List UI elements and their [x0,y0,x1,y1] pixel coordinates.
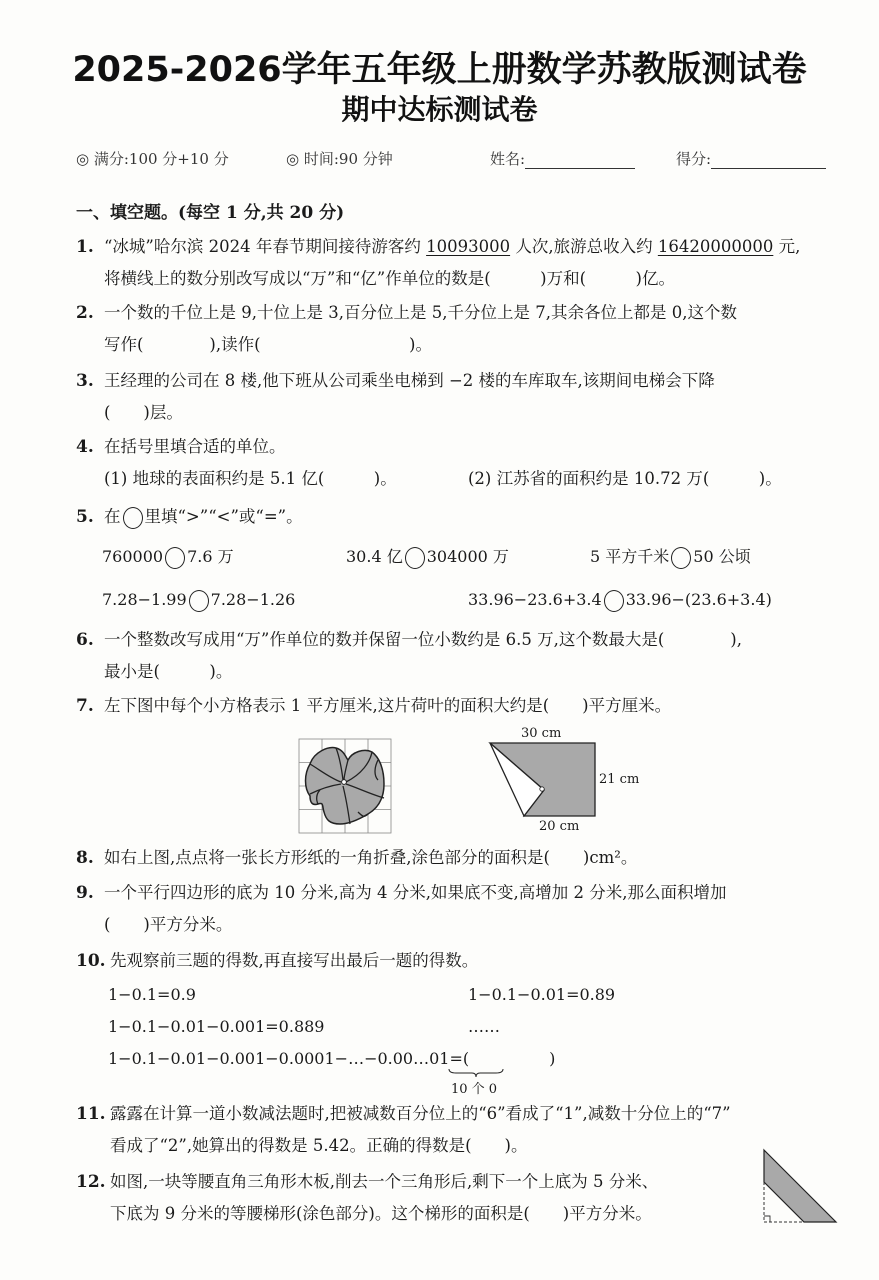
q5-e3-left: 5 平方千米 [590,547,670,566]
q5-e2-left: 30.4 亿 [346,547,403,566]
q4-number: 4. [76,437,94,457]
q5-compare-4[interactable] [102,589,295,612]
compare-circle-1[interactable] [165,547,185,569]
fold-top-label: 30 cm [521,726,562,741]
q9-number: 9. [76,883,94,903]
q10-e5-braced: 00…0 [392,1049,440,1068]
fold-bottom-label: 20 cm [539,819,580,834]
q1-number: 1. [76,237,94,257]
section-title: 一、填空题。(每空 1 分,共 20 分) [76,203,345,223]
q10-e5-a: 1−0.1−0.01−0.001−0.0001−…−0. [108,1049,393,1068]
compare-circle-4[interactable] [189,590,209,612]
compare-circle-icon [123,507,143,529]
exam-subtitle: 期中达标测试卷 [341,93,538,126]
compare-circle-2[interactable] [405,547,425,569]
q9-line2[interactable]: ( )平方分米。 [104,915,233,934]
brace-icon [448,1068,504,1078]
q4-line1: 在括号里填合适的单位。 [104,437,286,456]
q10-expr-5[interactable] [108,1048,555,1070]
q5-e4-right: 7.28−1.26 [210,590,296,609]
q5-e5-right: 33.96−(23.6+3.4) [625,590,772,609]
q11-number: 11. [76,1104,106,1124]
q5-line1 [104,506,303,529]
q5-e1-right: 7.6 万 [187,547,234,566]
q3-number: 3. [76,371,94,391]
q7-number: 7. [76,696,94,716]
score-field[interactable] [676,148,826,169]
q1-text-b: 人次,旅游总收入约 [510,237,658,256]
q10-line1: 先观察前三题的得数,再直接写出最后一题的得数。 [110,951,479,970]
q5-number: 5. [76,507,94,527]
q1-text-a: “冰城”哈尔滨 2024 年春节期间接待游客约 [104,237,427,256]
q10-expr-2: 1−0.1−0.01=0.89 [468,985,616,1004]
q5-compare-1[interactable] [102,546,234,569]
q3-line1: 王经理的公司在 8 楼,他下班从公司乘坐电梯到 −2 楼的车库取车,该期间电梯会下降 [104,371,715,390]
q5-compare-5[interactable] [468,589,772,612]
q8-line1[interactable]: 如右上图,点点将一张长方形纸的一角折叠,涂色部分的面积是( )cm²。 [104,848,638,867]
q12-line2[interactable]: 下底为 9 分米的等腰梯形(涂色部分)。这个梯形的面积是( )平方分米。 [110,1204,652,1223]
q1-underlined-number-2: 16420000000 [657,237,774,256]
q5-compare-2[interactable] [346,546,509,569]
q10-number: 10. [76,951,106,971]
q12-number: 12. [76,1172,106,1192]
q1-underlined-number-1: 10093000 [426,237,511,256]
q4-part1[interactable]: (1) 地球的表面积约是 5.1 亿( )。 [104,469,397,488]
name-blank[interactable] [525,152,635,169]
q10-e5-answer[interactable]: 1=( ) [439,1049,556,1068]
brace-label: 10 个 0 [451,1082,498,1097]
score-blank[interactable] [711,152,826,169]
q10-expr-3: 1−0.1−0.01−0.001=0.889 [108,1017,325,1036]
q5-e2-right: 304000 万 [426,547,509,566]
q1-line2[interactable]: 将横线上的数分别改写成以“万”和“亿”作单位的数是( )万和( )亿。 [104,269,675,288]
q6-line1[interactable]: 一个整数改写成用“万”作单位的数并保留一位小数约是 6.5 万,这个数最大是( ), [104,630,742,649]
compare-circle-5[interactable] [604,590,624,612]
q5-e5-left: 33.96−23.6+3.4 [468,590,602,609]
q8-number: 8. [76,848,94,868]
q11-line1: 露露在计算一道小数减法题时,把被减数百分位上的“6”看成了“1”,减数十分位上的“7” [110,1104,731,1123]
name-label: 姓名: [490,150,526,168]
compare-circle-3[interactable] [671,547,691,569]
q1-text-c: 元, [773,237,801,256]
q5-e3-right: 50 公顷 [693,547,751,566]
q11-line2[interactable]: 看成了“2”,她算出的得数是 5.42。正确的得数是( )。 [110,1136,528,1155]
q4-part2[interactable]: (2) 江苏省的面积约是 10.72 万( )。 [468,469,782,488]
q10-expr-4: …… [468,1017,500,1036]
q5-e1-left: 760000 [102,547,164,566]
exam-title: 2025-2026学年五年级上册数学苏教版测试卷 [72,50,807,90]
q2-line2[interactable]: 写作( ),读作( )。 [104,335,432,354]
lotus-leaf-grid-figure [298,738,392,836]
q9-line1: 一个平行四边形的底为 10 分米,高为 4 分米,如果底不变,高增加 2 分米,那么面积增加 [104,883,727,902]
q6-number: 6. [76,630,94,650]
name-field[interactable] [490,148,635,169]
q1-line1 [104,236,800,258]
isosceles-trapezoid-triangle-figure [758,1144,842,1230]
q2-number: 2. [76,303,94,323]
q5-e4-left: 7.28−1.99 [102,590,187,609]
full-score: ◎ 满分:100 分+10 分 [76,150,229,168]
q12-line1: 如图,一块等腰直角三角形木板,削去一个三角形后,剩下一个上底为 5 分米、 [110,1172,659,1191]
q5-compare-3[interactable] [590,546,751,569]
q5-text-b: 里填“>”“<”或“=”。 [144,507,303,526]
q3-line2[interactable]: ( )层。 [104,403,183,422]
score-label: 得分: [676,150,712,168]
q10-expr-1: 1−0.1=0.9 [108,985,196,1004]
q6-line2[interactable]: 最小是( )。 [104,662,233,681]
time-limit: ◎ 时间:90 分钟 [286,150,393,168]
q2-line1: 一个数的千位上是 9,十位上是 3,百分位上是 5,千分位上是 7,其余各位上都是 0,这个数 [104,303,737,322]
q5-text-a: 在 [104,507,121,526]
fold-right-label: 21 cm [599,772,640,787]
q7-line1[interactable]: 左下图中每个小方格表示 1 平方厘米,这片荷叶的面积大约是( )平方厘米。 [104,696,672,715]
